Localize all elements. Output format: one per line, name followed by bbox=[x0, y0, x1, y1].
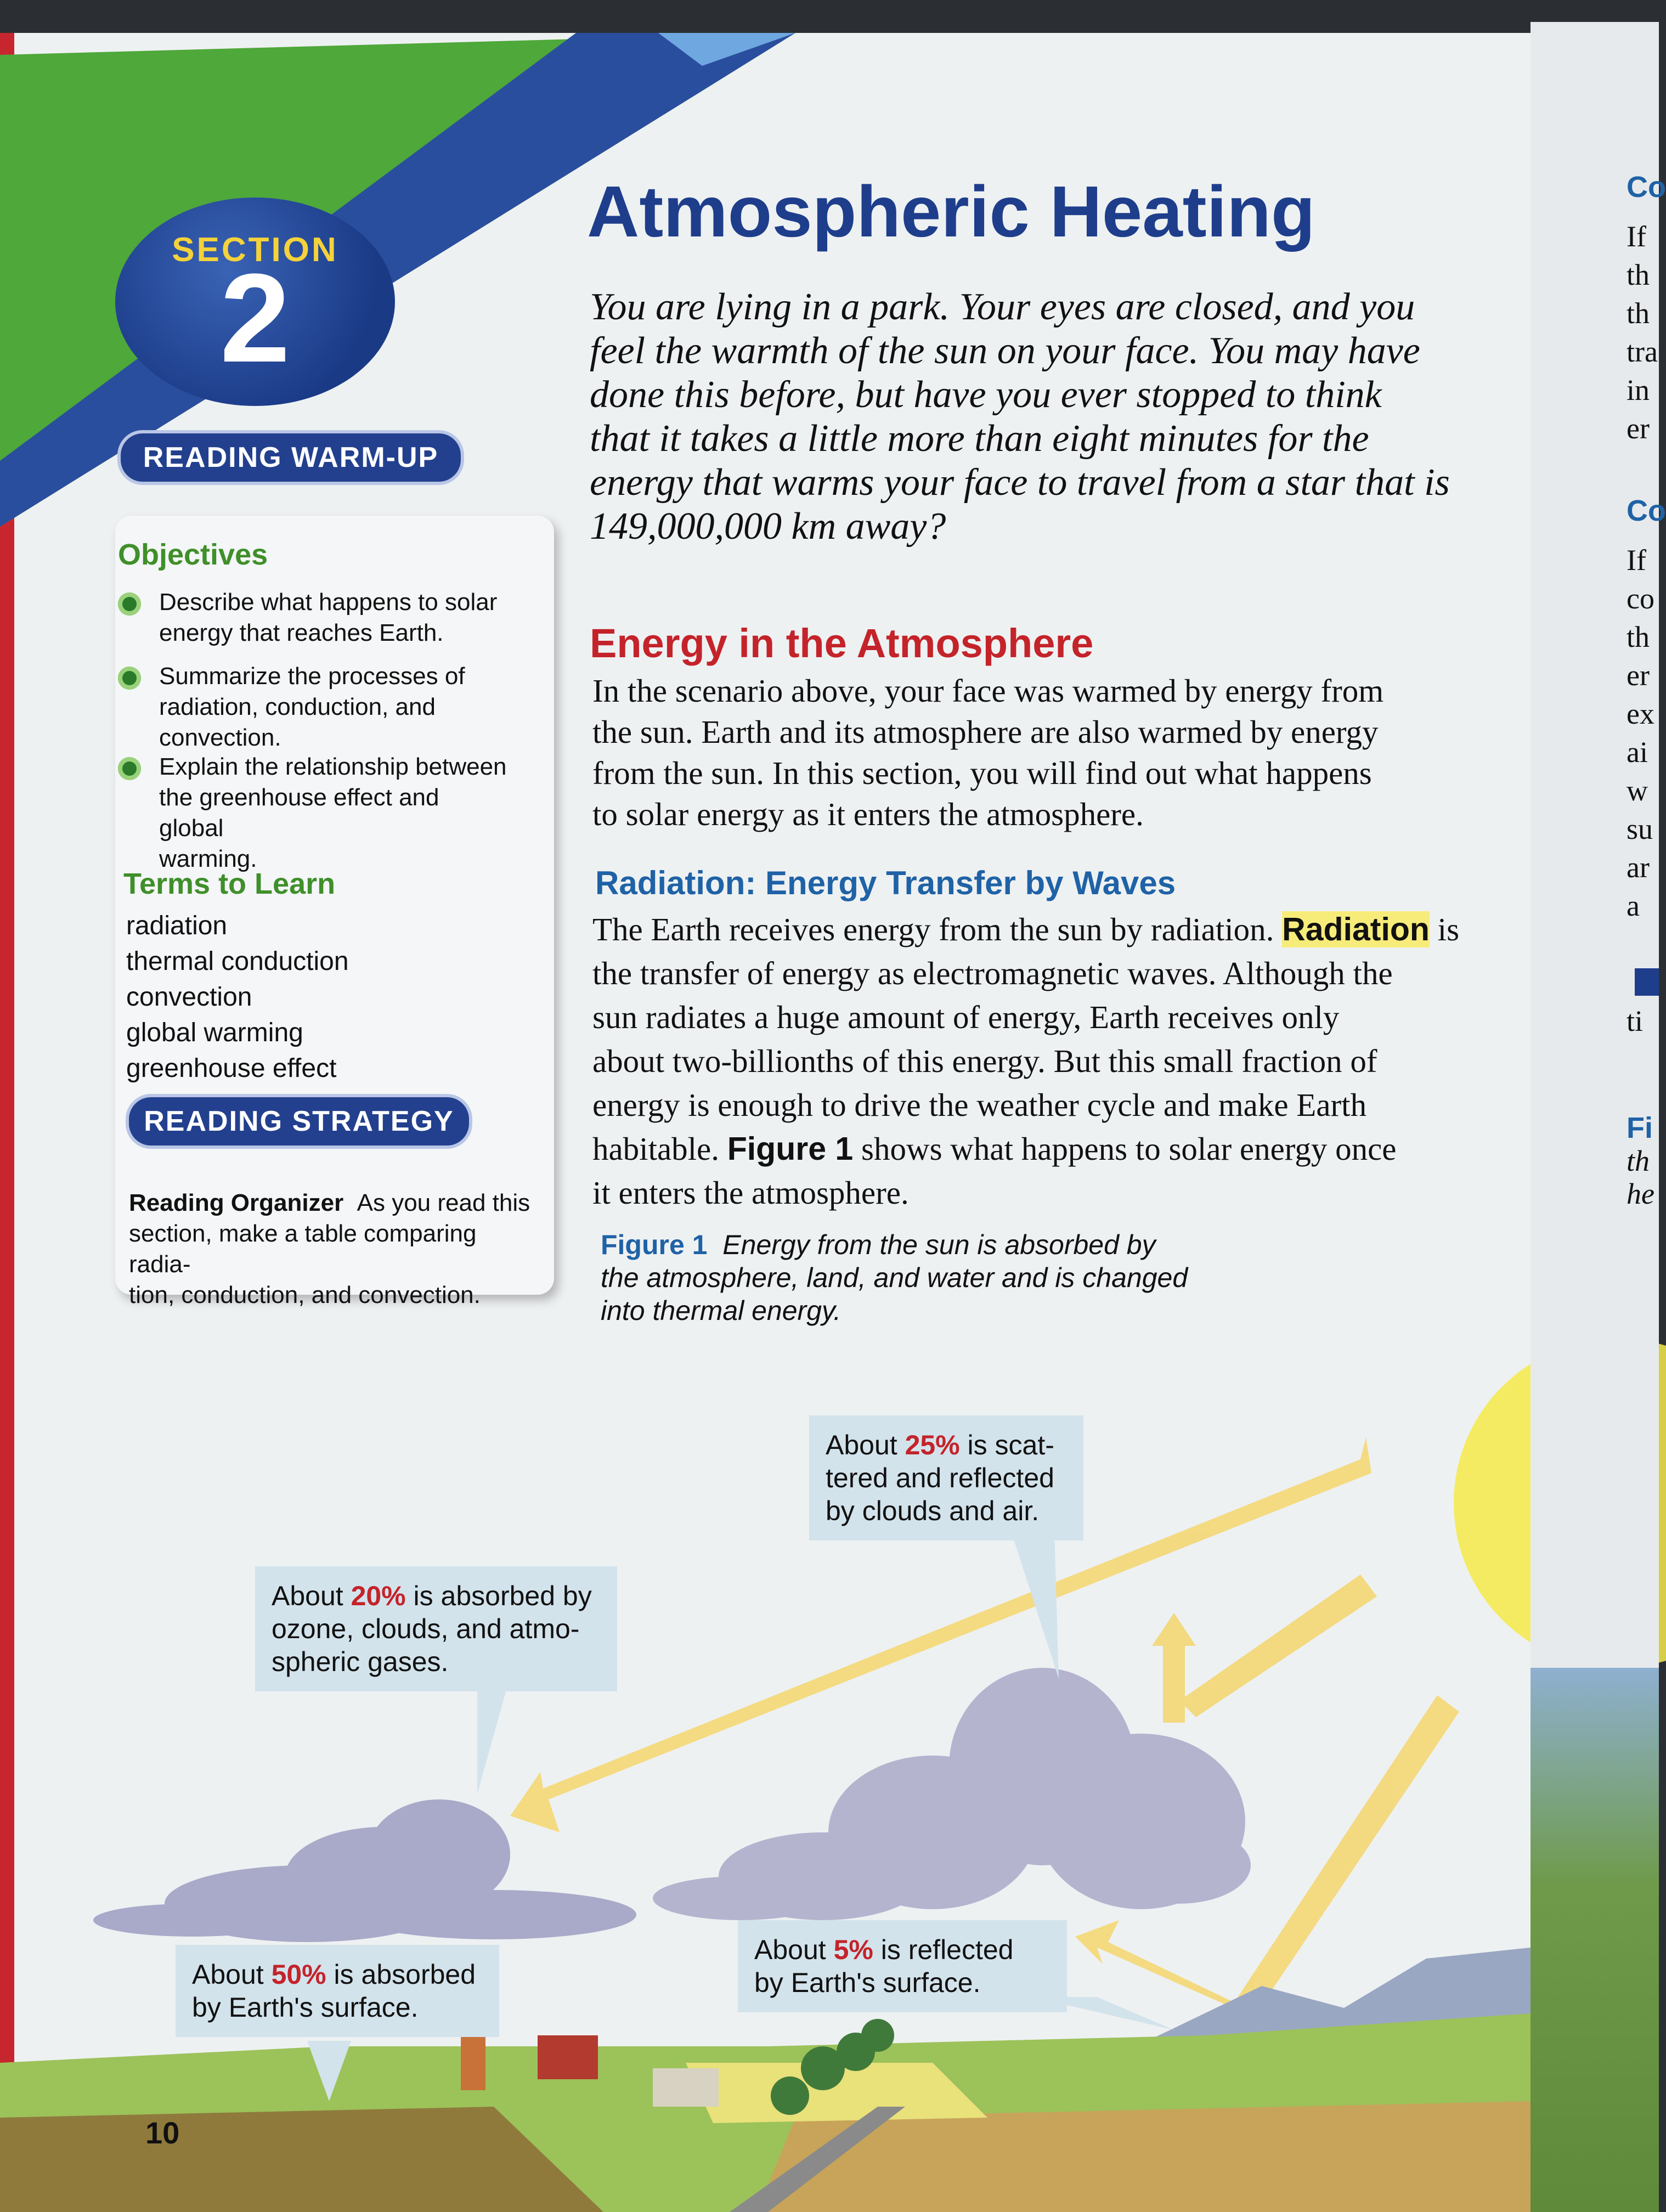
section-badge bbox=[115, 198, 395, 406]
callout-text: is absorbed by bbox=[405, 1581, 592, 1611]
next-page-fragment: er bbox=[1627, 659, 1650, 692]
callout-percent: 20% bbox=[351, 1581, 406, 1611]
callout-reflected-surface bbox=[738, 1920, 1067, 2012]
next-page-fragment: w bbox=[1627, 774, 1648, 807]
next-page-fragment: If bbox=[1627, 544, 1646, 577]
next-page-fragment: in bbox=[1627, 374, 1650, 407]
callout-scattered bbox=[809, 1415, 1083, 1541]
caption-text: Energy from the sun is absorbed by bbox=[722, 1229, 1156, 1260]
body-text: The Earth receives energy from the sun by radiation. bbox=[592, 911, 1274, 947]
textbook-page bbox=[0, 33, 1531, 2212]
next-page-fragment: a bbox=[1627, 889, 1640, 922]
callout-text: is reflected bbox=[873, 1934, 1014, 1965]
next-page-edge bbox=[1531, 22, 1666, 2212]
callout-text: About bbox=[826, 1430, 905, 1460]
objective-line: convection. bbox=[159, 724, 281, 751]
bullet-icon bbox=[118, 757, 141, 780]
next-page-fragment: su bbox=[1627, 812, 1653, 845]
intro-line: 149,000,000 km away? bbox=[590, 505, 946, 548]
term-item: thermal conduction bbox=[126, 947, 349, 976]
strategy-line: As you read this bbox=[357, 1189, 530, 1216]
callout-text: spheric gases. bbox=[272, 1646, 449, 1677]
callout-absorbed-surface bbox=[176, 1945, 499, 2037]
page-title: Atmospheric Heating bbox=[587, 171, 1315, 252]
callout-text: About bbox=[754, 1934, 834, 1965]
callout-text: About bbox=[272, 1581, 351, 1611]
intro-line: feel the warmth of the sun on your face. You may have bbox=[590, 330, 1420, 372]
body-text: shows what happens to solar energy once bbox=[861, 1131, 1397, 1167]
term-item: global warming bbox=[126, 1018, 303, 1047]
next-page-fragment: he bbox=[1627, 1177, 1654, 1210]
next-page-fragment: Co bbox=[1627, 171, 1666, 204]
callout-text: is scat- bbox=[959, 1430, 1054, 1460]
body-line: energy is enough to drive the weather cycle and make Earth bbox=[592, 1087, 1367, 1123]
term-item: radiation bbox=[126, 911, 228, 940]
next-page-fragment: ar bbox=[1627, 851, 1650, 884]
body-line: In the scenario above, your face was warmed by energy from bbox=[592, 673, 1384, 709]
next-page-fragment: co bbox=[1627, 582, 1654, 615]
section-label: SECTION bbox=[172, 231, 338, 269]
objective-line: the greenhouse effect and global bbox=[159, 784, 439, 842]
body-line: to solar energy as it enters the atmosphere. bbox=[592, 796, 1144, 832]
callout-text: is absorbed bbox=[326, 1959, 476, 1990]
next-page-fragment: ai bbox=[1627, 736, 1648, 769]
body-line bbox=[592, 1130, 1503, 1168]
body-line: about two-billionths of this energy. But this small fraction of bbox=[592, 1043, 1377, 1079]
callout-text: by Earth's surface. bbox=[192, 1992, 419, 2023]
body-text: habitable. bbox=[592, 1131, 719, 1167]
barn-icon bbox=[538, 2035, 598, 2079]
next-page-fragment: er bbox=[1627, 412, 1650, 445]
objective-line: radiation, conduction, and bbox=[159, 693, 436, 720]
term-item: convection bbox=[126, 983, 252, 1012]
house-icon bbox=[653, 2068, 719, 2107]
strategy-text bbox=[129, 1188, 535, 1311]
next-page-fragment: Fi bbox=[1627, 1111, 1653, 1144]
figure-reference: Figure 1 bbox=[727, 1131, 854, 1167]
term-item: greenhouse effect bbox=[126, 1054, 337, 1083]
figure-caption-line: into thermal energy. bbox=[601, 1295, 842, 1326]
callout-percent: 50% bbox=[271, 1959, 326, 1990]
highlighted-term: Radiation bbox=[1282, 911, 1430, 947]
intro-line: energy that warms your face to travel from a star that is bbox=[590, 461, 1450, 504]
strategy-line: section, make a table comparing radia- bbox=[129, 1220, 477, 1278]
body-line: it enters the atmosphere. bbox=[592, 1175, 909, 1211]
strategy-label: Reading Organizer bbox=[129, 1189, 344, 1216]
intro-line: done this before, but have you ever stopped to think bbox=[590, 374, 1382, 416]
objective-line: Describe what happens to solar bbox=[159, 589, 498, 616]
next-page-fragment: th bbox=[1627, 620, 1650, 653]
strategy-line: tion, conduction, and convection. bbox=[129, 1282, 481, 1308]
solar-energy-illustration bbox=[0, 1339, 1531, 2212]
reading-sidebar bbox=[115, 516, 554, 1308]
body-line bbox=[592, 911, 1503, 949]
reading-warmup-pill: READING WARM-UP bbox=[121, 433, 461, 482]
radiation-heading: Radiation: Energy Transfer by Waves bbox=[595, 865, 1176, 901]
next-page-fragment: If bbox=[1627, 220, 1646, 253]
arrow-to-cloud bbox=[1179, 1575, 1377, 1717]
reading-strategy-pill: READING STRATEGY bbox=[129, 1097, 469, 1146]
body-line: sun radiates a huge amount of energy, Earth receives only bbox=[592, 999, 1340, 1035]
next-page-fragment: ti bbox=[1627, 1005, 1644, 1037]
page-number: 10 bbox=[145, 2115, 180, 2150]
callout-text: tered and reflected bbox=[826, 1463, 1054, 1493]
body-line: from the sun. In this section, you will find out what happens bbox=[592, 755, 1372, 791]
checkmark-icon bbox=[1635, 968, 1659, 996]
intro-line: that it takes a little more than eight minutes for the bbox=[590, 417, 1369, 460]
bullet-icon bbox=[118, 667, 141, 690]
callout-text: by clouds and air. bbox=[826, 1496, 1040, 1526]
section-number: 2 bbox=[220, 247, 290, 388]
next-page-fragment: tra bbox=[1627, 335, 1658, 368]
body-line: the transfer of energy as electromagnetic waves. Although the bbox=[592, 955, 1393, 991]
objective-line: Summarize the processes of bbox=[159, 663, 465, 690]
objective-line: energy that reaches Earth. bbox=[159, 619, 444, 646]
body-text: is bbox=[1437, 911, 1460, 947]
callout-text: by Earth's surface. bbox=[754, 1967, 981, 1998]
figure-label: Figure 1 bbox=[601, 1229, 708, 1260]
bullet-icon bbox=[118, 592, 141, 616]
next-page-fragment: ex bbox=[1627, 697, 1654, 730]
callout-text: ozone, clouds, and atmo- bbox=[272, 1613, 580, 1644]
next-page-fragment: th bbox=[1627, 297, 1650, 330]
next-page-illustration bbox=[1531, 1668, 1659, 2212]
next-page-fragment: Co bbox=[1627, 494, 1666, 527]
objective-line: Explain the relationship between bbox=[159, 753, 507, 780]
next-page-fragment: th bbox=[1627, 258, 1650, 291]
callout-percent: 25% bbox=[905, 1430, 960, 1460]
terms-heading: Terms to Learn bbox=[123, 867, 336, 900]
callout-percent: 5% bbox=[833, 1934, 873, 1965]
callout-absorbed-atmosphere bbox=[255, 1566, 617, 1691]
figure-caption-line bbox=[601, 1229, 1156, 1261]
right-cloud bbox=[653, 1668, 1251, 1920]
objective-line: warming. bbox=[159, 845, 257, 872]
objectives-heading: Objectives bbox=[118, 538, 268, 571]
intro-line: You are lying in a park. Your eyes are closed, and you bbox=[590, 286, 1415, 328]
figure-caption-line: the atmosphere, land, and water and is changed bbox=[601, 1262, 1188, 1293]
callout-text: About bbox=[192, 1959, 272, 1990]
body-line: the sun. Earth and its atmosphere are also warmed by energy bbox=[592, 714, 1379, 750]
energy-heading: Energy in the Atmosphere bbox=[590, 620, 1094, 666]
next-page-fragment: th bbox=[1627, 1144, 1650, 1177]
